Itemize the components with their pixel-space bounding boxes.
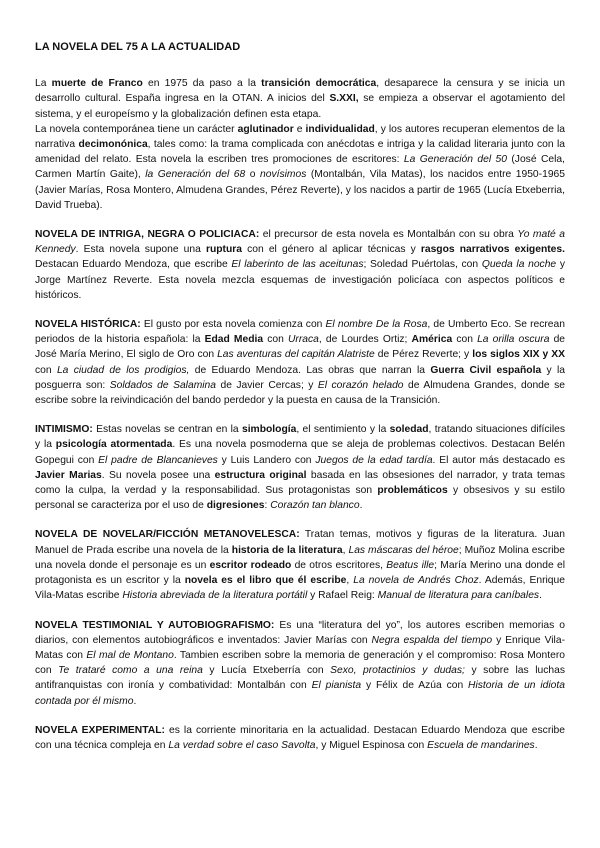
body-text: de otros escritores, <box>291 559 387 571</box>
bold-text: INTIMISMO: <box>35 424 93 436</box>
italic-title: Te trataré como a una reina <box>58 665 203 677</box>
body-text: , <box>342 544 349 556</box>
section-intimismo <box>35 422 565 513</box>
body-text: Tratan temas, motivos y figuras de la literatura. Juan Manuel de Prada escribe una novela de la <box>35 529 565 556</box>
bold-text: NOVELA EXPERIMENTAL: <box>35 724 165 736</box>
italic-title: Beatus ille <box>386 559 435 571</box>
bold-text: problemáticos <box>377 485 448 497</box>
body-text: . Tambien escriben sobre la memoria de generación y el compromiso: Rosa Montero con <box>35 649 565 677</box>
document-page <box>35 40 565 753</box>
body-text: . Es una novela posmoderna que se aleja de problemas colectivos. Destacan Belén Gopegui con <box>35 439 565 466</box>
body-text: de Almudena Grandes, donde se escribe sobre la reivindicación del bando perdedor y la puesta en causa de la Transición. <box>35 379 565 407</box>
body-text: de Eduardo Mendoza. Las obras que narran la <box>189 364 431 376</box>
italic-title: Queda la noche <box>481 259 557 271</box>
body-text: con <box>263 334 288 346</box>
body-text: y Luis Landero con <box>217 454 316 466</box>
body-text: Destacan Eduardo Mendoza, que escribe <box>35 259 232 271</box>
italic-title: El mal de Montano <box>86 649 174 661</box>
body-text: . Su novela posee una <box>101 469 215 481</box>
bold-text: simbología <box>241 424 297 436</box>
body-text: . Además, Enrique Vila-Matas escribe <box>35 575 565 602</box>
bold-text: muerte de Franco <box>51 78 143 90</box>
body-text: y Lucía Etxeberría con <box>202 665 331 677</box>
body-text: de Javier Cercas; y <box>216 379 318 391</box>
italic-title: El laberinto de las aceitunas <box>231 259 364 271</box>
italic-title: La ciudad de los prodigios, <box>56 364 190 376</box>
italic-title: Urraca <box>288 334 319 346</box>
bold-text: Edad Media <box>204 334 264 346</box>
italic-title: novísimos <box>260 169 307 181</box>
body-text: , el sentimiento y la <box>296 424 390 436</box>
italic-title: El pianista <box>311 680 362 692</box>
body-text: Estas novelas se centran en la <box>92 424 242 436</box>
bold-text: soledad <box>389 424 429 436</box>
body-text: , y los autores recuperan elementos de la narrativa <box>35 123 565 151</box>
body-text: (Montalbán, Vila Matas), los nacidos entre 1950-1965 (Javier Marías, Rosa Montero, Almudena Grandes, Pérez Reverte), y los nacidos a partir de 1965 (Lucía Etxeberria, David Trueba). <box>35 169 565 211</box>
bold-text: S.XXI, <box>329 93 359 105</box>
body-text: La <box>35 78 52 90</box>
body-text: y Rafael Reig: <box>307 590 378 602</box>
bold-text: psicología atormentada <box>55 439 173 451</box>
bold-text: Guerra Civil española <box>430 364 542 376</box>
body-text: de José María Merino, El siglo de Oro con <box>35 334 566 361</box>
section-intriga <box>35 227 565 303</box>
body-text: es la corriente minoritaria en la actualidad. Destacan Eduardo Mendoza que escribe con una técnica compleja en <box>35 724 565 751</box>
bold-text: rasgos narrativos exigentes. <box>420 244 565 256</box>
body-text: de Pérez Reverte; y <box>374 349 473 361</box>
italic-title: Juegos de la edad tardía <box>315 454 433 466</box>
bold-text: individualidad <box>305 123 375 135</box>
body-text: Es una “literatura del yo”, los autores escriben memorias o diarios, con elementos autobiográficos e inventados: Javier Marías con <box>35 619 565 646</box>
italic-title: Historia abreviada de la literatura portátil <box>122 590 308 602</box>
body-text: y la posguerra son: <box>35 364 566 391</box>
bold-text: decimonónica <box>78 139 148 151</box>
italic-title: Yo maté a Kennedy <box>35 229 565 256</box>
body-text: basada en las obsesiones del narrador, y trata temas como la culpa, la verdad y la responsabilidad. Sus protagonistas son <box>35 469 565 497</box>
document-title: LA NOVELA DEL 75 A LA ACTUALIDAD <box>35 41 241 53</box>
bold-text: digresiones <box>206 500 265 512</box>
bold-text: novela es el libro que él escribe <box>184 575 347 587</box>
body-text: y Félix de Azúa con <box>361 680 469 692</box>
italic-title: La Generación del 50 <box>403 154 507 166</box>
section-metanovelesca <box>35 527 565 603</box>
bold-text: NOVELA TESTIMONIAL Y AUTOBIOGRAFISMO: <box>35 619 275 631</box>
body-text: , y Miguel Espinosa con <box>315 739 428 751</box>
bold-text: NOVELA DE INTRIGA, NEGRA O POLICIACA: <box>35 229 260 241</box>
bold-text: escritor rodeado <box>209 559 292 571</box>
body-text: , de Umberto Eco. Se recrean periodos de la historia española: la <box>35 319 565 346</box>
body-text: ; Soledad Puértolas, con <box>363 259 482 271</box>
italic-title: Manual de literatura para caníbales <box>377 590 540 602</box>
body-text: o <box>245 169 260 181</box>
italic-title: la Generación del 68 <box>145 169 246 181</box>
italic-title: La novela de Andrés Choz <box>353 575 479 587</box>
bold-text: estructura original <box>214 469 307 481</box>
bold-text: América <box>411 334 453 346</box>
section-testimonial <box>35 618 565 709</box>
italic-title: Las aventuras del capitán Alatriste <box>217 349 375 361</box>
body-text: el precursor de esta novela es Montalbán con su obra <box>259 229 518 241</box>
body-text: y obsesivos y su estilo personal se caracteriza por el uso de <box>35 485 565 512</box>
bold-text: NOVELA HISTÓRICA: <box>35 319 141 331</box>
italic-title: Sexo, protactinios y dudas; <box>330 665 465 677</box>
bold-text: los siglos XIX y XX <box>472 349 565 361</box>
body-text: ; Muñoz Molina escribe una novela donde el personaje es un <box>35 544 565 571</box>
body-text: El gusto por esta novela comienza con <box>140 319 326 331</box>
italic-title: Historia de un idiota contada por él mismo <box>35 680 565 707</box>
body-text: y sobre las luchas antifranquistas con ironía y combatividad: Montalbán con <box>35 665 565 692</box>
body-text: se empieza a observar el agotamiento del sistema, y el europeísmo y la globalización definen esta etapa. <box>35 93 565 120</box>
body-text: , desaparece la censura y se inicia un desarrollo cultural. España ingresa en la OTAN. A inicios del <box>35 78 565 105</box>
bold-text: aglutinador <box>237 123 294 135</box>
italic-title: El padre de Blancanieves <box>98 454 218 466</box>
bold-text: transición democrática <box>261 78 377 90</box>
body-text: en 1975 da paso a la <box>142 78 262 90</box>
body-text: La novela contemporánea tiene un carácter <box>35 123 238 135</box>
body-text: , tales como: la trama complicada con anécdotas e intriga y la calidad literaria junto con la amenidad del relato. Esta novela la escriben tres promociones de escritores: <box>35 139 565 166</box>
body-text: . <box>539 590 542 602</box>
body-text: con <box>35 364 57 376</box>
body-text: e <box>293 123 306 135</box>
body-text: y Enrique Vila-Matas con <box>35 634 565 661</box>
body-text: . El autor más destacado es <box>432 454 565 466</box>
body-text: : <box>264 500 271 512</box>
body-text: (José Cela, Carmen Martín Gaite), <box>35 154 565 181</box>
italic-title: El nombre De la Rosa <box>325 319 428 331</box>
body-text: , <box>346 575 354 587</box>
italic-title: Corazón tan blanco <box>270 500 360 512</box>
bold-text: Javier Marias <box>35 469 102 481</box>
section-historica <box>35 317 565 408</box>
italic-title: Las máscaras del héroe <box>348 544 459 556</box>
body-text: . <box>133 695 137 707</box>
body-text: . <box>359 500 363 512</box>
italic-title: Escuela de mandarines <box>427 739 535 751</box>
intro-paragraph-1 <box>35 76 565 122</box>
bold-text: NOVELA DE NOVELAR/FICCIÓN METANOVELESCA: <box>35 529 300 541</box>
section-experimental <box>35 723 565 753</box>
body-text: . <box>534 739 538 751</box>
italic-title: Soldados de Salamina <box>109 379 217 391</box>
body-text: ; María Merino una donde el protagonista es un escritor y la <box>35 559 565 587</box>
italic-title: La verdad sobre el caso Savolta <box>168 739 316 751</box>
body-text: con <box>452 334 478 346</box>
body-text: y Jorge Martínez Reverte. Esta novela mezcla esquemas de investigación policíaca con aspectos políticos e históricos. <box>35 259 565 301</box>
bold-text: ruptura <box>205 244 243 256</box>
italic-title: El corazón helado <box>317 379 404 391</box>
body-text: . Esta novela supone una <box>75 244 206 256</box>
italic-title: La orilla oscura <box>477 334 550 346</box>
body-text: con el género al aplicar técnicas y <box>242 244 421 256</box>
body-text: , tratando situaciones difíciles y la <box>35 424 566 451</box>
bold-text: historia de la literatura <box>231 544 343 556</box>
italic-title: Negra espalda del tiempo <box>371 634 493 646</box>
body-text: , de Lourdes Ortiz; <box>318 334 412 346</box>
intro-paragraph-2 <box>35 122 565 213</box>
